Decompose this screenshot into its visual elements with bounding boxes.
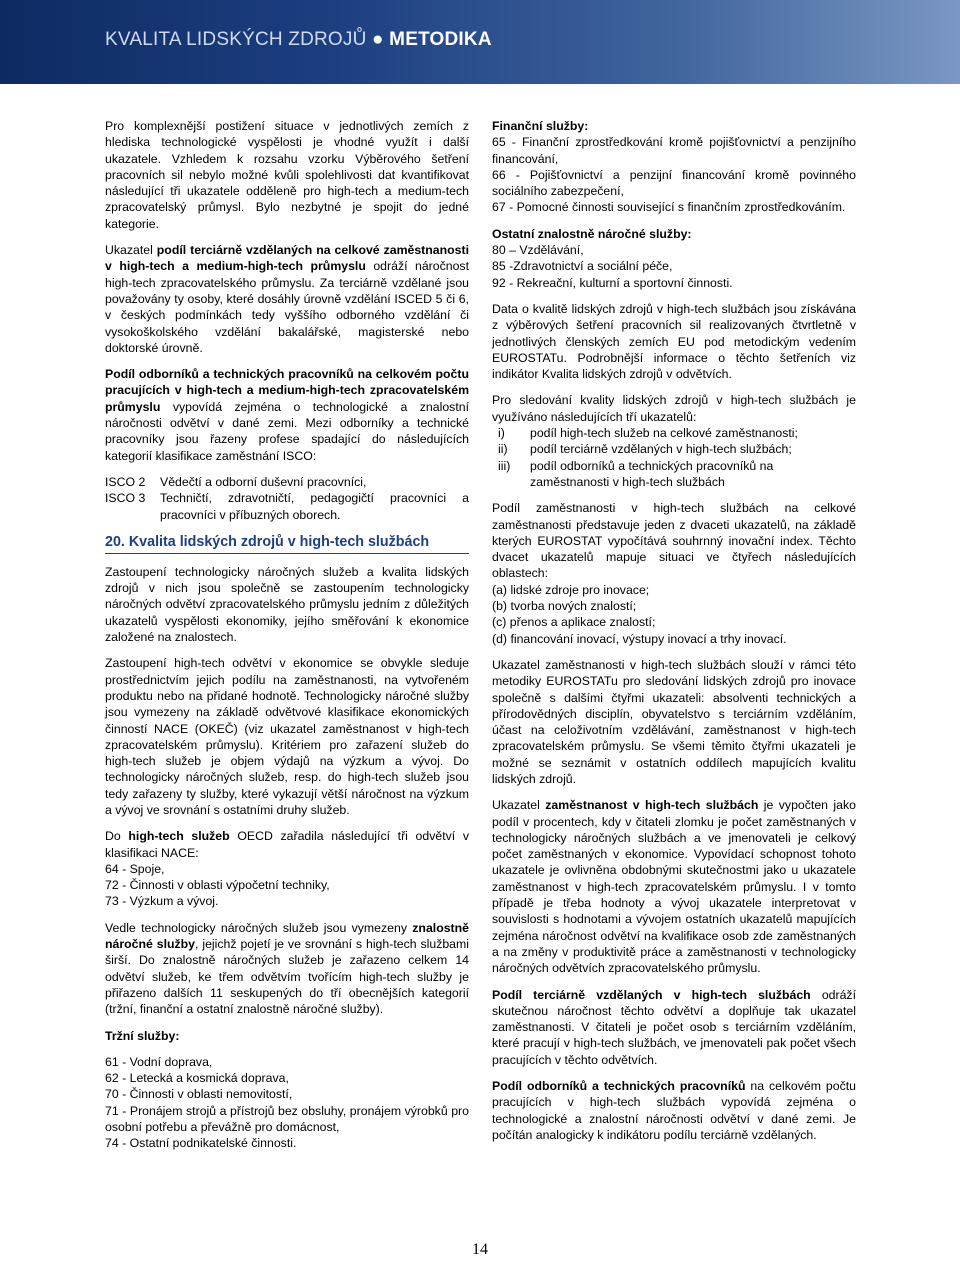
bold-term: Podíl odborníků a technických pracovníků [492, 1079, 746, 1094]
right-paragraph-1: Data o kvalitě lidských zdrojů v high-tech službách jsou získávána z výběrových šetření pracovních sil realizovaných čtvrtletně v jednotlivých členských zemích EU pod metodickým vedením EUROSTATu. Podrobnější informace o těchto šetřeních viz indikátor Kvalita lidských zdrojů v odvětvích. [492, 301, 856, 382]
list-item: (b) tvorba nových znalostí; [492, 599, 637, 614]
list-item: 65 - Finanční zprostředkování kromě pojišťovnictví a penzijního financování, [492, 135, 856, 166]
list-item: 71 - Pronájem strojů a přístrojů bez obsluhy, pronájem výrobků pro osobní potřebu a převážně pro domácnost, [105, 1103, 469, 1135]
isco-text: Vědečtí a odborní duševní pracovníci, [160, 474, 367, 489]
isco-list [105, 474, 469, 523]
text-run: odráží skutečnou náročnost těchto odvětví a doplňuje tak ukazatel zaměstnanosti. V čitateli je počet osob s terciárním vzděláním, které pracují v high-tech službách, ve jmenovateli pak počet všech pracujících v těchto odvětvích. [492, 987, 857, 1067]
bold-term: podíl terciárně vzdělaných na celkové zaměstnanosti v high-tech a medium-high-tech průmyslu [105, 243, 469, 274]
right-paragraph-3: Podíl zaměstnanosti v high-tech službách na celkové zaměstnanosti představuje jeden z dvaceti ukazatelů, na základě kterých EUROSTAT vypočítává souhrnný inovační index. Těchto dvacet ukazatelů mapuje situaci ve čtyřech následujících oblastech: [492, 501, 856, 581]
left-paragraph-1: Pro komplexnější postižení situace v jednotlivých zemích z hlediska technologické vyspělosti je vhodné využít i další ukazatele. Vzhledem k rozsahu vzorku Výběrového šetření pracovních sil nebylo možné kvůli spolehlivosti dat kvantifikovat následující tři ukazatele odděleně pro high-tech a medium-tech zpracovatelský průmysl. Bylo nezbytné je spojit do jedné kategorie. [105, 119, 469, 231]
right-paragraph-7 [492, 1078, 856, 1143]
bold-term: znalostně náročné služby [105, 920, 469, 952]
subheading: Ostatní znalostně náročné služby: [492, 226, 692, 241]
text-run: vypovídá zejména o technologické a znalostní náročnosti odvětví v dané zemi. Mezi odborníky a technické pracovníky jsou řazeny profese spadající do následujících kategorií klasifikace zaměstnání ISCO: [105, 399, 469, 463]
trzni-list [105, 1054, 469, 1152]
list-item: (d) financování inovací, výstupy inovací a trhy inovací. [492, 631, 787, 646]
text-run: Vedle technologicky náročných služeb jsou vymezeny [105, 920, 413, 935]
list-item: 74 - Ostatní podnikatelské činnosti. [105, 1136, 297, 1151]
bold-term: high-tech služeb [128, 829, 230, 844]
isco-code: ISCO 2 [105, 474, 146, 489]
right-paragraph-4: Ukazatel zaměstnanosti v high-tech službách slouží v rámci této metodiky EUROSTATu pro sledování lidských zdrojů pro inovace společně s dalšími čtyřmi ukazateli: absolventi technických a přírodovědných disciplín, obyvatelstvo s terciárním vzděláním, účast na celoživotním vzdělávání, zaměstnanost v high-tech zpracovatelském průmyslu. Se všemi těmito čtyřmi ukazateli je možné se seznámit v ostatních oddílech mapujících kvalitu lidských zdrojů. [492, 657, 856, 786]
section-title: 20. Kvalita lidských zdrojů v high-tech službách [105, 533, 469, 554]
isco-item [105, 490, 469, 523]
list-item: (a) lidské zdroje pro inovace; [492, 582, 650, 597]
left-paragraph-6 [105, 828, 469, 861]
left-paragraph-7 [105, 920, 469, 1018]
list-item: 73 - Výzkum a vývoj. [105, 894, 219, 909]
header-part-1: KVALITA LIDSKÝCH ZDROJŮ [105, 29, 367, 50]
list-marker: iii) [498, 458, 511, 473]
list-text: podíl terciárně vzdělaných v high-tech službách; [530, 442, 792, 457]
list-item: (c) přenos a aplikace znalostí; [492, 615, 656, 630]
page-number: 14 [472, 1241, 488, 1258]
right-paragraph-6 [492, 987, 856, 1068]
list-text: podíl odborníků a technických pracovníků na zaměstnanosti v high-tech službách [530, 458, 774, 489]
areas-list [492, 582, 856, 647]
list-item [492, 441, 856, 457]
nace-list [105, 861, 469, 910]
text-run: Do [105, 829, 129, 844]
isco-code: ISCO 3 [105, 491, 146, 506]
isco-text: Techničtí, zdravotničtí, pedagogičtí pracovníci a pracovníci v příbuzných oborech. [160, 491, 469, 522]
text-run: na celkovém počtu pracujících v high-tech službách vypovídá zejména o technologické a znalostní náročnosti odvětví v dané zemi. Je počítán analogicky k indikátoru podílu terciárně vzdělaných. [492, 1079, 856, 1142]
bold-term: Podíl odborníků a technických pracovníků na celkovém počtu pracujících v high-tech a medium-high-tech zpracovatelském průmyslu [105, 367, 469, 414]
list-item: 67 - Pomocné činnosti související s finančním zprostředkováním. [492, 200, 846, 215]
right-paragraph-5 [492, 797, 856, 976]
text-run: , jejichž pojetí je ve srovnání s high-tech službami širší. Do znalostně náročných služeb je zařazeno celkem 14 odvětví služeb, ke třem odvětvím tvořícím high-tech služby je přiřazeno dalších 11 seskupených do tří obecnějších kategorií (tržní, finanční a ostatní znalostně náročné služby). [105, 937, 469, 1017]
ostatni-block [492, 226, 856, 291]
financni-block [492, 118, 856, 216]
text-run: OECD zařadila následující tři odvětví v klasifikaci NACE: [105, 829, 470, 860]
left-paragraph-4: Zastoupení technologicky náročných služeb a kvalita lidských zdrojů v nich jsou společně se zastoupením technologicky náročných odvětví zpracovatelského průmyslu jedním z důležitých ukazatelů vyspělosti ekonomiky, jejího směřování k ekonomice založené na znalostech. [105, 564, 469, 645]
left-paragraph-2 [105, 242, 469, 356]
list-item: 92 - Rekreační, kulturní a sportovní činnosti. [492, 275, 733, 290]
list-item [492, 425, 856, 441]
list-item: 62 - Letecká a kosmická doprava, [105, 1071, 289, 1086]
header-part-2: METODIKA [389, 29, 492, 50]
left-paragraph-5: Zastoupení high-tech odvětví v ekonomice se obvykle sleduje prostřednictvím jejich podílu na zaměstnanosti, na vytvořeném produktu nebo na přidané hodnotě. Technologicky náročné služby jsou vymezeny na základě odvětvové klasifikace ekonomických činností NACE (OKEČ) (viz ukazatel zaměstnanost v high-tech zpracovatelském průmyslu). Kritériem pro zařazení služeb do high-tech služeb je objem výdajů na výzkum a vývoj. Do technologicky náročných služeb, resp. do high-tech služeb jsou tedy zařazeny ty služby, které vykazují větší náročnost na výzkum a vývoj ve srovnání s ostatními druhy služeb. [105, 656, 469, 817]
trzni-heading [105, 1028, 469, 1044]
list-item: 61 - Vodní doprava, [105, 1054, 213, 1069]
left-column [105, 118, 469, 1152]
bold-term: zaměstnanost v high-tech službách [545, 798, 759, 813]
isco-item [105, 474, 469, 490]
list-marker: i) [498, 426, 505, 441]
list-item: 64 - Spoje, [105, 861, 165, 876]
page-header-band [0, 0, 960, 84]
list-item: 80 – Vzdělávání, [492, 243, 584, 258]
text-run: odráží náročnost high-tech zpracovatelského průmyslu. Za terciárně vzdělané jsou považovány ty osoby, které dosáhly úrovně vzdělání ISCED 5 či 6, v českých podmínkách tedy vyššího odborného vzdělání či vysokoškolského vzdělání bakalářské, magisterské nebo doktorské úrovně. [105, 259, 470, 355]
indicator-list [492, 425, 856, 490]
text-run: je vypočten jako podíl v procentech, kdy v čitateli zlomku je počet zaměstnaných v technologicky náročných službách a ve jmenovateli je celkový počet zaměstnaných v ekonomice. Vypovídací schopnost tohoto ukazatele je ovlivněna obdobnými skutečnostmi jako u ukazatele zaměstnanost v high-tech zpracovatelském průmyslu. I v tomto případě je třeba hodnoty a vývoj ukazatele interpretovat v souvislosti s hodnotami a vývojem ostatních ukazatelů mapujících zejména náročnost odvětví na kvalifikace osob zde zaměstnaných a na změny v produktivitě práce a zaměstnanosti v technologicky náročných odvětvích zpracovatelského průmyslu. [492, 798, 856, 976]
header-separator-dot: ● [372, 29, 384, 50]
list-item: 70 - Činnosti v oblasti nemovitostí, [105, 1087, 293, 1102]
list-item: 72 - Činnosti v oblasti výpočetní techniky, [105, 878, 330, 893]
list-item: 66 - Pojišťovnictví a penzijní financování kromě povinného sociálního zabezpečení, [492, 167, 856, 199]
right-paragraph-2: Pro sledování kvality lidských zdrojů v high-tech službách je využíváno následujících tří ukazatelů: [492, 393, 856, 424]
header-title [105, 29, 492, 51]
subheading: Tržní služby: [105, 1028, 180, 1043]
list-marker: ii) [498, 442, 508, 457]
text-run: Ukazatel [492, 798, 546, 813]
right-column [492, 118, 856, 1153]
bold-term: Podíl terciárně vzdělaných v high-tech službách [492, 987, 811, 1002]
list-item: 85 -Zdravotnictví a sociální péče, [492, 259, 673, 274]
left-paragraph-3 [105, 366, 469, 464]
text-run: Ukazatel [105, 243, 157, 258]
list-item [492, 458, 856, 491]
subheading: Finanční služby: [492, 119, 589, 133]
list-text: podíl high-tech služeb na celkové zaměstnanosti; [530, 426, 798, 441]
